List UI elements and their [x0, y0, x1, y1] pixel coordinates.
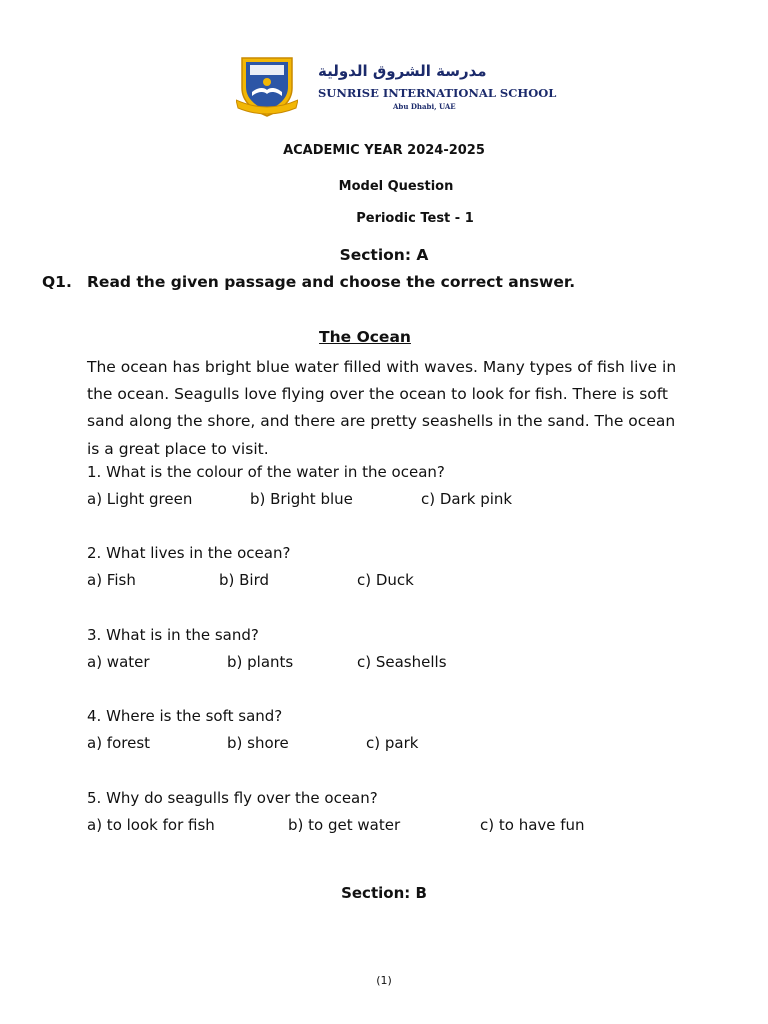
- question-2-option-a: a) Fish: [87, 571, 136, 589]
- passage-title: The Ocean: [319, 328, 411, 346]
- academic-year: ACADEMIC YEAR 2024-2025: [283, 143, 485, 158]
- school-name-arabic: مدرسة الشروق الدولية: [318, 62, 487, 80]
- school-location: Abu Dhabi, UAE: [393, 102, 456, 111]
- question-5: 5. Why do seagulls fly over the ocean?: [87, 789, 378, 807]
- question-3: 3. What is in the sand?: [87, 626, 259, 644]
- question-3-option-c: c) Seashells: [357, 653, 447, 671]
- paper-type: Model Question: [338, 179, 454, 194]
- question-1: 1. What is the colour of the water in the ocean?: [87, 463, 445, 481]
- page-number: (1): [376, 974, 392, 987]
- question-number: Q1.: [42, 273, 72, 291]
- question-1-option-c: c) Dark pink: [421, 490, 513, 508]
- question-4-option-a: a) forest: [87, 734, 151, 752]
- school-name: SUNRISE INTERNATIONAL SCHOOL: [318, 86, 557, 100]
- test-name: Periodic Test - 1: [356, 211, 474, 226]
- question-4-option-c: c) park: [366, 734, 419, 752]
- question-1-option-b: b) Bright blue: [250, 490, 353, 508]
- question-5-option-c: c) to have fun: [480, 816, 585, 834]
- section-b-heading: Section: B: [341, 884, 427, 902]
- question-5-option-a: a) to look for fish: [87, 816, 215, 834]
- question-5-option-b: b) to get water: [288, 816, 401, 834]
- question-2: 2. What lives in the ocean?: [87, 544, 291, 562]
- question-4: 4. Where is the soft sand?: [87, 707, 283, 725]
- school-crest-logo: [236, 54, 298, 120]
- question-3-option-b: b) plants: [227, 653, 294, 671]
- passage-text: The ocean has bright blue water filled with waves. Many types of fish live in the ocean. Seagulls love flying over the ocean to look for fish. There is soft sand along the shore, and there are pretty seashells in the sand. The ocean is a great place to visit.: [87, 358, 677, 458]
- question-4-option-b: b) shore: [227, 734, 289, 752]
- question-instruction: Read the given passage and choose the correct answer.: [87, 273, 576, 291]
- question-3-option-a: a) water: [87, 653, 150, 671]
- question-2-option-b: b) Bird: [219, 571, 270, 589]
- question-1-option-a: a) Light green: [87, 490, 193, 508]
- section-a-heading: Section: A: [339, 246, 429, 264]
- question-2-option-c: c) Duck: [357, 571, 414, 589]
